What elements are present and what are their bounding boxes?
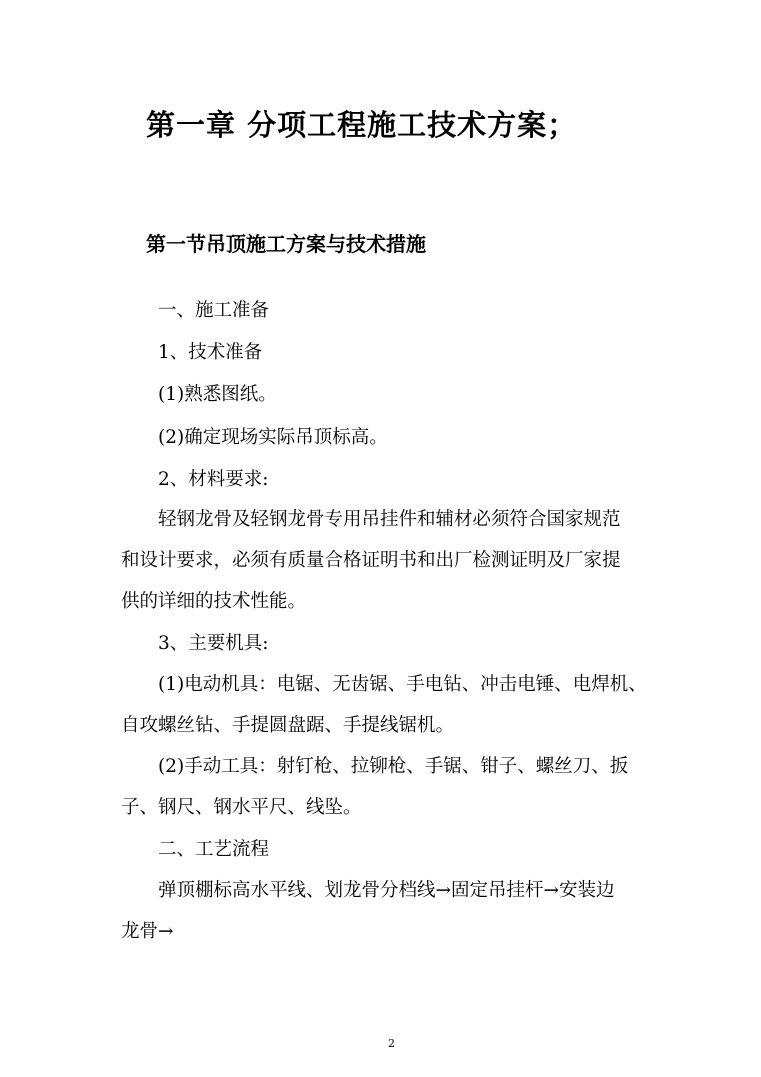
subheading-tech-prep: 1、技术准备: [158, 342, 263, 363]
list-item: (1)熟悉图纸。: [158, 384, 277, 405]
paragraph-line: 轻钢龙骨及轻钢龙骨专用吊挂件和辅材必须符合国家规范: [158, 509, 621, 530]
paragraph-line: (2)手动工具：射钉枪、拉铆枪、手锯、钳子、螺丝刀、扳: [158, 756, 629, 777]
heading-process-flow: 二、工艺流程: [158, 839, 270, 860]
list-item: (2)确定现场实际吊顶标高。: [158, 427, 388, 448]
paragraph-line: 自攻螺丝钻、手提圆盘踞、手提线锯机。: [121, 715, 455, 736]
paragraph-line: (1)电动机具：电锯、无齿锯、手电钻、冲击电锤、电焊机、: [158, 674, 647, 695]
paragraph-line: 子、钢尺、钢水平尺、线坠。: [121, 797, 362, 818]
paragraph-line: 供的详细的技术性能。: [121, 591, 307, 612]
paragraph-line: 弹顶棚标高水平线、划龙骨分档线→固定吊挂杆→安装边: [158, 880, 615, 901]
section-title: 第一节吊顶施工方案与技术措施: [146, 232, 426, 256]
paragraph-line: 和设计要求，必须有质量合格证明书和出厂检测证明及厂家提: [121, 550, 621, 571]
chapter-title: 第一章 分项工程施工技术方案；: [146, 108, 578, 142]
subheading-materials: 2、材料要求:: [158, 469, 269, 490]
heading-preparation: 一、施工准备: [158, 300, 270, 321]
subheading-tools: 3、主要机具:: [158, 633, 269, 654]
page-number: 2: [388, 1037, 395, 1050]
paragraph-line: 龙骨→: [121, 921, 174, 942]
